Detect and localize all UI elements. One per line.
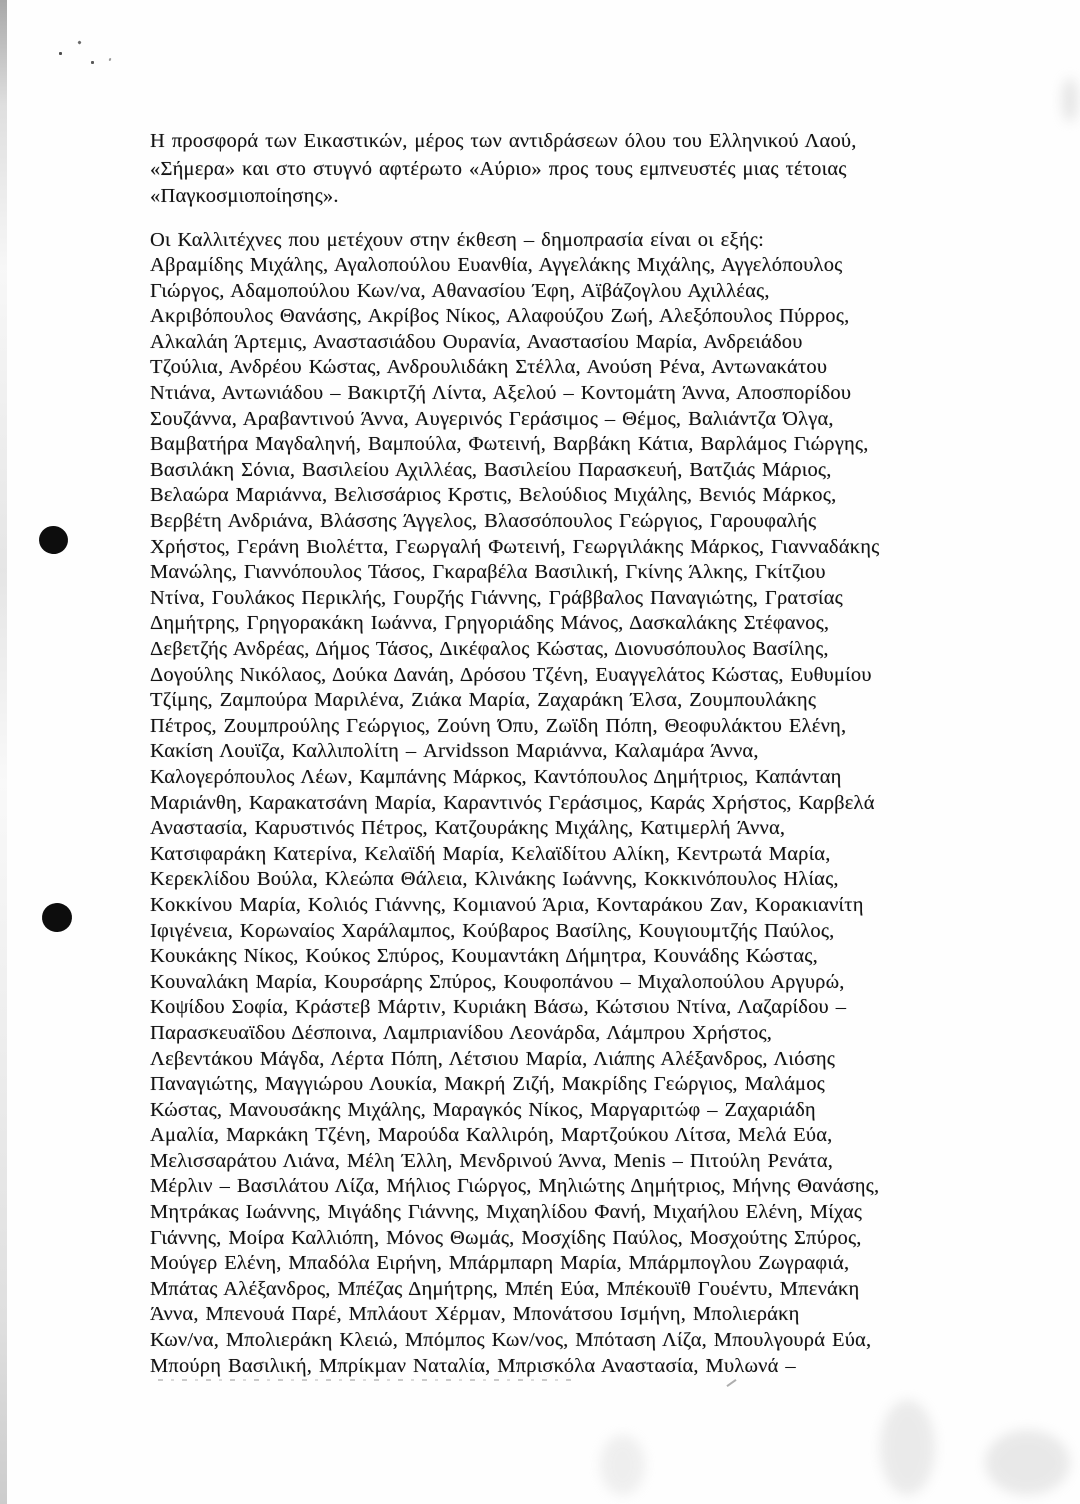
artist-line: Σουζάννα, Αραβαντινού Άννα, Αυγερινός Γεράσιμος – Θέμος, Βαλιάντζα Όλγα, bbox=[150, 407, 834, 430]
artist-line: Κοκκίνου Μαρία, Κολιός Γιάννης, Κομιανού Άρια, Κονταράκου Ζαν, Κορακιανίτη bbox=[150, 893, 864, 916]
artist-line: Γιάννης, Μοίρα Καλλιόπη, Μόνος Θωμάς, Μοσχίδης Παύλος, Μοσχούτης Σπύρος, bbox=[150, 1226, 862, 1249]
artist-line: Παρασκευαϊδου Δέσποινα, Λαμπριανίδου Λεονάρδα, Λάμπρου Χρήστος, bbox=[150, 1021, 773, 1044]
scan-edge-artifact bbox=[0, 0, 7, 1504]
artist-line: Μαριάνθη, Καρακατσάνη Μαρία, Καραντινός Γεράσιμος, Καράς Χρήστος, Καρβελά bbox=[150, 791, 875, 814]
artist-line: Βασιλάκη Σόνια, Βασιλείου Αχιλλέας, Βασιλείου Παρασκευή, Βατζιάς Μάριος, bbox=[150, 458, 832, 481]
list-heading: Οι Καλλιτέχνες που μετέχουν στην έκθεση – δημοπρασία είναι οι εξής: bbox=[150, 228, 764, 251]
artist-line: Πέτρος, Ζουμπρούλης Γεώργιος, Ζούνη Όπυ, Ζωϊδη Πόπη, Θεοφυλάκτου Ελένη, bbox=[150, 714, 847, 737]
artist-line: Βελαώρα Μαριάννα, Βελισσάριος Κρστις, Βελούδιος Μιχάλης, Βενιός Μάρκος, bbox=[150, 484, 837, 507]
artist-line: Αμαλία, Μαρκάκη Τζένη, Μαρούδα Καλλιρόη, Μαρτζούκου Λίτσα, Μελά Εύα, bbox=[150, 1124, 833, 1147]
scan-speck bbox=[91, 61, 94, 64]
document-text bbox=[150, 128, 950, 1379]
artist-line: Ντίνα, Γουλάκος Περικλής, Γουρζής Γιάννης, Γράββαλος Παναγιώτης, Γρατσίας bbox=[150, 586, 843, 609]
artist-line: Άννα, Μπενουά Παρέ, Μπλάουτ Χέρμαν, Μπονάτσου Ισμήνη, Μπολιεράκη bbox=[150, 1303, 800, 1326]
artist-line: Ιφιγένεια, Κορωναίος Χαράλαμπος, Κούβαρος Βασίλης, Κουγιουμτζής Παύλος, bbox=[150, 919, 835, 942]
artist-line: Μητράκας Ιωάννης, Μιγάδης Γιάννης, Μιχαηλίδου Φανή, Μιχαήλου Ελένη, Μίχας bbox=[150, 1201, 863, 1224]
scan-slash-mark bbox=[726, 1379, 736, 1387]
artist-line: Μπάτας Αλέξανδρος, Μπέζας Δημήτρης, Μπέη Εύα, Μπέκουϊθ Γουέντυ, Μπενάκη bbox=[150, 1277, 860, 1300]
intro-line: «Σήμερα» και στο στυγνό αφτέρωτο «Αύριο» προς τους εμπνευστές μιας τέτοιας bbox=[150, 157, 847, 180]
artist-line: Δογούλης Νικόλαος, Δούκα Δανάη, Δρόσου Τζένη, Ευαγγελάτος Κώστας, Ευθυμίου bbox=[150, 663, 872, 686]
artist-name-lines bbox=[150, 253, 950, 1379]
artist-line: Μανώλης, Γιαννόπουλος Τάσος, Γκαραβέλα Βασιλική, Γκίνης Άλκης, Γκίτζιου bbox=[150, 561, 826, 584]
artist-line: Κατσιφαράκη Κατερίνα, Κελαϊδή Μαρία, Κελαϊδίτου Αλίκη, Κεντρωτά Μαρία, bbox=[150, 842, 831, 865]
artist-line: Δημήτρης, Γρηγορακάκη Ιωάννα, Γρηγοριάδης Μάνος, Δασκαλάκης Στέφανος, bbox=[150, 612, 830, 635]
scan-noise bbox=[158, 1379, 574, 1381]
scan-smudge bbox=[880, 1400, 935, 1495]
artist-line: Αναστασία, Καρυστινός Πέτρος, Κατζουράκης Μιχάλης, Κατιμερλή Άννα, bbox=[150, 817, 786, 840]
artist-line: Μπούρη Βασιλική, Μπρίκμαν Ναταλία, Μπρισκόλα Αναστασία, Μυλωνά – bbox=[150, 1354, 796, 1377]
intro-paragraph bbox=[150, 128, 950, 211]
artist-line: Μούγερ Ελένη, Μπαδόλα Ειρήνη, Μπάρμπαρη Μαρία, Μπάρμπογλου Ζωγραφιά, bbox=[150, 1252, 850, 1275]
hole-punch-mark bbox=[41, 902, 74, 934]
artist-line: Ντιάνα, Αντωνιάδου – Βακιρτζή Λίντα, Αξελού – Κοντομάτη Άννα, Αποσπορίδου bbox=[150, 382, 852, 405]
artist-line: Κώστας, Μανουσάκης Μιχάλης, Μαραγκός Νίκος, Μαργαριτώφ – Ζαχαριάδη bbox=[150, 1098, 816, 1121]
artist-line: Μελισσαράτου Λιάνα, Μέλη Έλλη, Μενδρινού Άννα, Menis – Πιτούλη Ρενάτα, bbox=[150, 1149, 834, 1172]
scan-speck bbox=[77, 40, 81, 44]
artist-line: Δεβετζής Ανδρέας, Δήμος Τάσος, Δικέφαλος Κώστας, Διονυσόπουλος Βασίλης, bbox=[150, 638, 829, 660]
artist-line: Κων/να, Μπολιεράκη Κλειώ, Μπόμπος Κων/νος, Μπόταση Λίζα, Μπουλγουρά Εύα, bbox=[150, 1329, 872, 1352]
artist-line: Λεβεντάκου Μάγδα, Λέρτα Πόπη, Λέτσιου Μαρία, Λιάπης Αλέξανδρος, Λιόσης bbox=[150, 1047, 836, 1070]
scan-speck bbox=[59, 52, 62, 55]
artist-line: Κουναλάκη Μαρία, Κουρσάρης Σπύρος, Κουφοπάνου – Μιχαλοπούλου Αργυρώ, bbox=[150, 970, 845, 993]
scan-smudge bbox=[1062, 78, 1078, 122]
artist-line: Καλογερόπουλος Λέων, Καμπάνης Μάρκος, Καντόπουλος Δημήτριος, Καπάνταη bbox=[150, 765, 842, 788]
artist-line: Τζίμης, Ζαμπούρα Μαριλένα, Ζιάκα Μαρία, Ζαχαράκη Έλσα, Ζουμπουλάκης bbox=[150, 689, 817, 712]
artist-line: Παναγιώτης, Μαγγιώρου Λουκία, Μακρή Ζιζή, Μακρίδης Γεώργιος, Μαλάμος bbox=[150, 1073, 825, 1096]
artist-line: Μέρλιν – Βασιλάτου Λίζα, Μήλιος Γιώργος, Μηλιώτης Δημήτριος, Μήνης Θανάσης, bbox=[150, 1175, 880, 1198]
artist-line: Αβραμίδης Μιχάλης, Αγαλοπούλου Ευανθία, Αγγελάκης Μιχάλης, Αγγελόπουλος bbox=[150, 254, 843, 277]
artist-line: Κακίση Λουϊζα, Καλλιπολίτη – Arvidsson Μαριάννα, Καλαμάρα Άννα, bbox=[150, 740, 759, 763]
artist-line: Κοψίδου Σοφία, Κράστεβ Μάρτιν, Κυριάκη Βάσω, Κώτσιου Ντίνα, Λαζαρίδου – bbox=[150, 996, 847, 1019]
artist-line: Γιώργος, Αδαμοπούλου Κων/να, Αθανασίου Έφη, Αϊβάζογλου Αχιλλέας, bbox=[150, 279, 770, 302]
artist-line: Βερβέτη Ανδριάνα, Βλάσσης Άγγελος, Βλασσόπουλος Γεώργιος, Γαρουφαλής bbox=[150, 510, 817, 533]
scan-smudge bbox=[985, 1430, 1070, 1495]
intro-line: «Παγκοσμιοποίησης». bbox=[150, 185, 339, 207]
artist-line: Κουκάκης Νίκος, Κούκος Σπύρος, Κουμαντάκη Δήμητρα, Κουνάδης Κώστας, bbox=[150, 945, 818, 968]
artist-line: Τζούλια, Ανδρέου Κώστας, Ανδρουλιδάκη Στέλλα, Ανούση Ρένα, Αντωνακάτου bbox=[150, 356, 828, 379]
artist-line: Αλκαλάη Άρτεμις, Αναστασιάδου Ουρανία, Αναστασίου Μαρία, Ανδρειάδου bbox=[150, 330, 803, 353]
artist-listing bbox=[150, 228, 950, 1380]
intro-line: Η προσφορά των Εικαστικών, μέρος των αντιδράσεων όλου του Ελληνικού Λαού, bbox=[150, 130, 857, 152]
scan-speck bbox=[108, 58, 111, 62]
scan-smudge bbox=[600, 1435, 645, 1495]
artist-line: Κερεκλίδου Βούλα, Κλεώπα Θάλεια, Κλινάκης Ιωάννης, Κοκκινόπουλος Ηλίας, bbox=[150, 868, 839, 891]
hole-punch-mark bbox=[37, 524, 70, 556]
artist-line: Ακριβόπουλος Θανάσης, Ακρίβος Νίκος, Αλαφούζου Ζωή, Αλεξόπουλος Πύρρος, bbox=[150, 305, 850, 328]
artist-line: Χρήστος, Γεράνη Βιολέττα, Γεωργαλή Φωτεινή, Γεωργιλάκης Μάρκος, Γιανναδάκης bbox=[150, 535, 880, 558]
artist-line: Βαμβατήρα Μαγδαληνή, Βαμπούλα, Φωτεινή, Βαρβάκη Κάτια, Βαρλάμος Γιώργης, bbox=[150, 433, 869, 456]
